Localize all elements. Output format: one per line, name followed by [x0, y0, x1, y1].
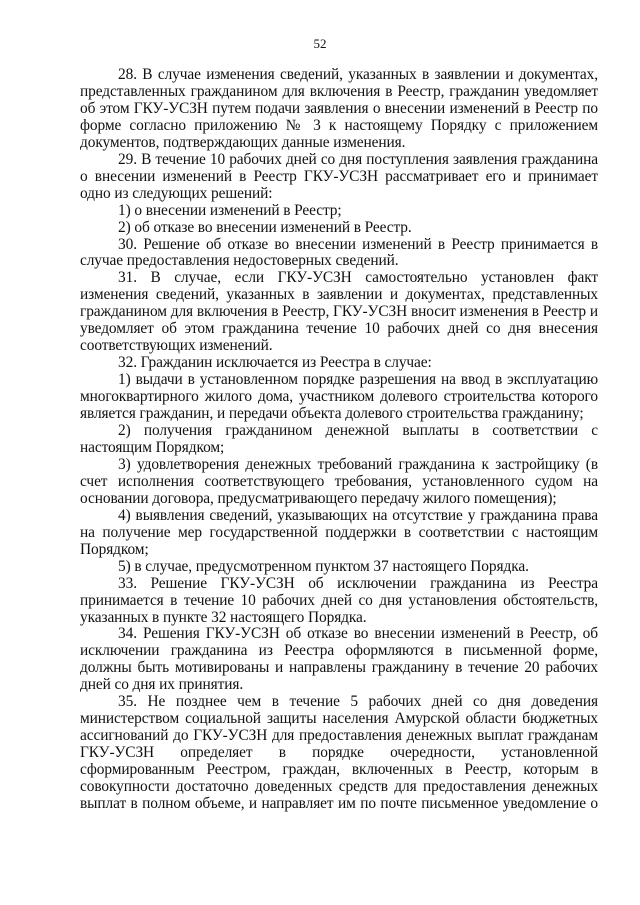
paragraph-32: 32. Гражданин исключается из Реестра в случае:: [118, 354, 432, 372]
paragraph-31: 31. В случае, если ГКУ-УСЗН самостоятельно установлен факт изменения сведений, указанных в заявлении и документах, представленных гражданином для включения в Реестр, ГКУ-УСЗН вносит изменения в Реестр и уведомляет об этом гражданина течение 10 рабочих дней со дня внесения соответствующих изменений.: [80, 269, 598, 355]
paragraph-33: 33. Решение ГКУ-УСЗН об исключении гражданина из Реестра принимается в течение 10 рабочих дней со дня установления обстоятельств, указанных в пункте 32 настоящего Порядка.: [80, 574, 598, 626]
paragraph-32-item-3: 3) удовлетворения денежных требований гражданина к застройщику (в счет исполнения соответствующего требования, установленного судом на основании договора, предусматривающего передачу жилого помещения);: [80, 455, 598, 507]
page-number: 52: [313, 36, 327, 51]
document-body: [80, 67, 598, 813]
paragraph-29-item-2: 2) об отказе во внесении изменений в Реестр.: [118, 218, 412, 236]
paragraph-34: 34. Решения ГКУ-УСЗН об отказе во внесении изменений в Реестр, об исключении гражданина из Реестра оформляются в письменной форме, должны быть мотивированы и направлены гражданину в течение 20 рабочих дней со дня их принятия.: [80, 625, 598, 694]
paragraph-35: 35. Не позднее чем в течение 5 рабочих дней со дня доведения министерством социальной защиты населения Амурской области бюджетных ассигнований до ГКУ-УСЗН для предоставления денежных выплат гражданам ГКУ-УСЗН определяет в порядке очередности, установленной сформированным Реестром, граждан, включенных в Реестр, которым в совокупности достаточно доведенных средств для предоставления денежных выплат в полном объеме, и направляет им по почте письменное уведомление о: [80, 693, 598, 812]
paragraph-32-item-4: 4) выявления сведений, указывающих на отсутствие у гражданина права на получение мер государственной поддержки в соответствии с настоящим Порядком;: [80, 506, 598, 558]
paragraph-32-item-5: 5) в случае, предусмотренном пунктом 37 настоящего Порядка.: [118, 557, 529, 575]
paragraph-29-item-1: 1) о внесении изменений в Реестр;: [118, 201, 342, 219]
paragraph-32-item-1: 1) выдачи в установленном порядке разрешения на ввод в эксплуатацию многоквартирного жилого дома, участником долевого строительства которого является гражданин, и передачи объекта долевого строительства гражданину;: [80, 371, 598, 423]
paragraph-30: 30. Решение об отказе во внесении изменений в Реестр принимается в случае предоставления недостоверных сведений.: [80, 235, 598, 270]
paragraph-28: 28. В случае изменения сведений, указанных в заявлении и документах, представленных гражданином для включения в Реестр, гражданин уведомляет об этом ГКУ-УСЗН путем подачи заявления о внесении изменений в Реестр по форме согласно приложению № 3 к настоящему Порядку с приложением документов, подтверждающих данные изменения.: [80, 66, 598, 151]
paragraph-32-item-2: 2) получения гражданином денежной выплаты в соответствии с настоящим Порядком;: [80, 422, 598, 456]
paragraph-29: 29. В течение 10 рабочих дней со дня поступления заявления гражданина о внесении изменений в Реестр ГКУ-УСЗН рассматривает его и принимает одно из следующих решений:: [80, 150, 598, 202]
